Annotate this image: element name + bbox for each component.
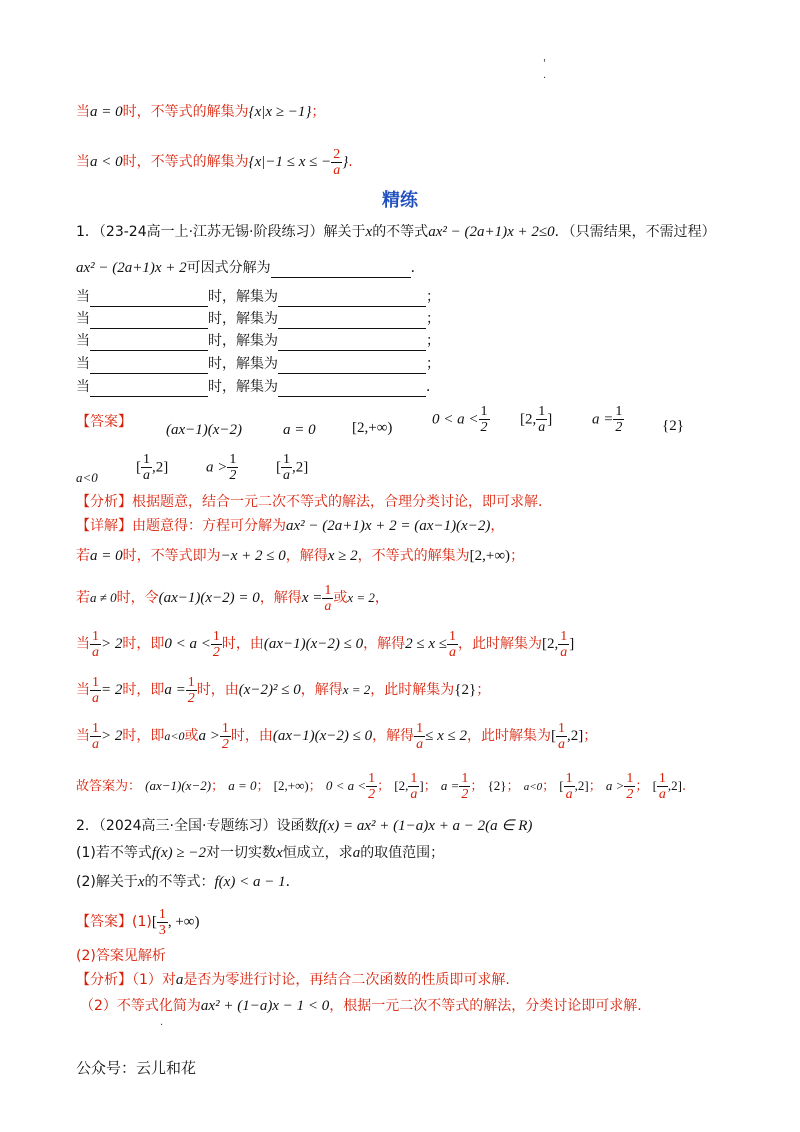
detail-1-line3: 若a ≠ 0时，令(ax−1)(x−2) = 0，解得x = $\frac{1}{a}$ 或x = 2， [76, 582, 389, 614]
answer-blank[interactable] [278, 292, 426, 307]
question-1-stem: 1．（23-24高一上·江苏无锡·阶段练习）解关于x的不等式ax² − (2a+1)x + 2≤0．（只需结果，不需过程） [76, 224, 716, 240]
answer-blank[interactable] [90, 382, 208, 397]
answer-blank[interactable] [90, 314, 208, 329]
answer-2-part-2: (2)答案见解析 [76, 948, 166, 964]
corner-mark: ' [543, 58, 546, 69]
question-1-row: 当 时，解集为 ． [76, 379, 440, 395]
corner-mark: . [543, 70, 547, 81]
answer-blank[interactable] [278, 382, 426, 397]
detail-1-final-answer: 故答案为： (ax−1)(x−2)； a = 0； [2,+∞)； 0 < a < $\frac{1}{2}$ ； [2, $\frac{1}{a}$ ]； a = $\frac{1}{2}$ ； {2}； a<0； [ $\frac{1}{a}$ ,2]； a > $\frac{1}{2}$ ； [ $\frac{1}{a}$ ,2]. [76, 771, 687, 802]
question-1-row: 当 时，解集为 ； [76, 356, 440, 372]
answer-blank[interactable] [278, 336, 426, 351]
answer-2: 【答案】(1)[ $\frac{1}{3}$ , +∞) [76, 906, 200, 938]
analysis-2-line1: 【分析】（1）对a是否为零进行讨论，再结合二次函数的性质即可求解. [76, 972, 510, 988]
detail-1-line5: 当 $\frac{1}{a}$ = 2时，即a = $\frac{1}{2}$ 时，由(x−2)² ≤ 0，解得x = 2，此时解集为{2}； [76, 674, 491, 706]
answer-blank[interactable] [90, 292, 208, 307]
answer-label: 【答案】 [76, 414, 132, 430]
answer-1-part: a > $\frac{1}{2}$ [206, 452, 237, 483]
question-1-row: 当 时，解集为 ； [76, 289, 440, 305]
question-2-stem: 2．（2024高三·全国·专题练习）设函数f(x) = ax² + (1−a)x + a − 2(a ∈ R) [76, 818, 533, 834]
answer-1-part: a<0 [76, 470, 98, 485]
answer-1-part: a = 0 [283, 422, 316, 438]
answer-1-part: [2,+∞) [352, 420, 393, 436]
answer-blank[interactable] [90, 336, 208, 351]
case-a-negative: 当a < 0时，不等式的解集为{x|−1 ≤ x ≤ − $\frac{2}{a}$ }. [76, 146, 353, 178]
answer-1-part: {2} [662, 418, 684, 434]
question-1-factor-line: ax² − (2a+1)x + 2可因式分解为 ． [76, 260, 425, 276]
answer-1-part: 0 < a < $\frac{1}{2}$ [432, 404, 488, 435]
answer-1-part: [ $\frac{1}{a}$ ,2] [136, 452, 169, 483]
answer-1-part: [ $\frac{1}{a}$ ,2] [276, 452, 309, 483]
question-2-part-1: (1)若不等式f(x) ≥ −2对一切实数x恒成立，求a的取值范围； [76, 845, 445, 861]
detail-1-line6: 当 $\frac{1}{a}$ > 2时，即a<0或a > $\frac{1}{2}$ 时，由(ax−1)(x−2) ≤ 0，解得 $\frac{1}{a}$ ≤ x ≤ 2，此时解集为[ $\frac{1}{a}$ ,2]； [76, 720, 598, 752]
section-title: 精练 [382, 190, 418, 211]
analysis-2-line2: （2）不等式化简为ax² + (1−a)x − 1 < 0，根据一元二次不等式的解法，分类讨论即可求解. [80, 998, 642, 1014]
question-1-row: 当 时，解集为 ； [76, 333, 440, 349]
answer-blank[interactable] [271, 263, 411, 278]
answer-blank[interactable] [278, 359, 426, 374]
answer-blank[interactable] [278, 314, 426, 329]
footer-account: 公众号：云儿和花 [76, 1059, 197, 1077]
answer-1-part: a = $\frac{1}{2}$ [592, 404, 623, 435]
case-a-zero: 当a = 0时，不等式的解集为{x|x ≥ −1}； [76, 104, 326, 120]
analysis-1: 【分析】根据题意，结合一元二次不等式的解法，合理分类讨论，即可求解. [76, 494, 543, 510]
answer-1-part: [2, $\frac{1}{a}$ ] [520, 404, 553, 435]
question-1-row: 当 时，解集为 ； [76, 311, 440, 327]
answer-1-part: (ax−1)(x−2) [166, 422, 243, 438]
answer-blank[interactable] [90, 359, 208, 374]
question-2-part-2: (2)解关于x的不等式：f(x) < a − 1． [76, 874, 300, 890]
detail-1-line1: 【详解】由题意得：方程可分解为ax² − (2a+1)x + 2 = (ax−1)(x−2)， [76, 518, 505, 534]
detail-1-line2: 若a = 0时，不等式即为−x + 2 ≤ 0，解得x ≥ 2，不等式的解集为[2,+∞)； [76, 548, 525, 564]
stray-dot: · [160, 1020, 164, 1031]
detail-1-line4: 当 $\frac{1}{a}$ > 2时，即0 < a < $\frac{1}{2}$ 时，由(ax−1)(x−2) ≤ 0，解得2 ≤ x ≤ $\frac{1}{a}$ ，此时解集为[2, $\frac{1}{a}$ ] [76, 628, 575, 660]
